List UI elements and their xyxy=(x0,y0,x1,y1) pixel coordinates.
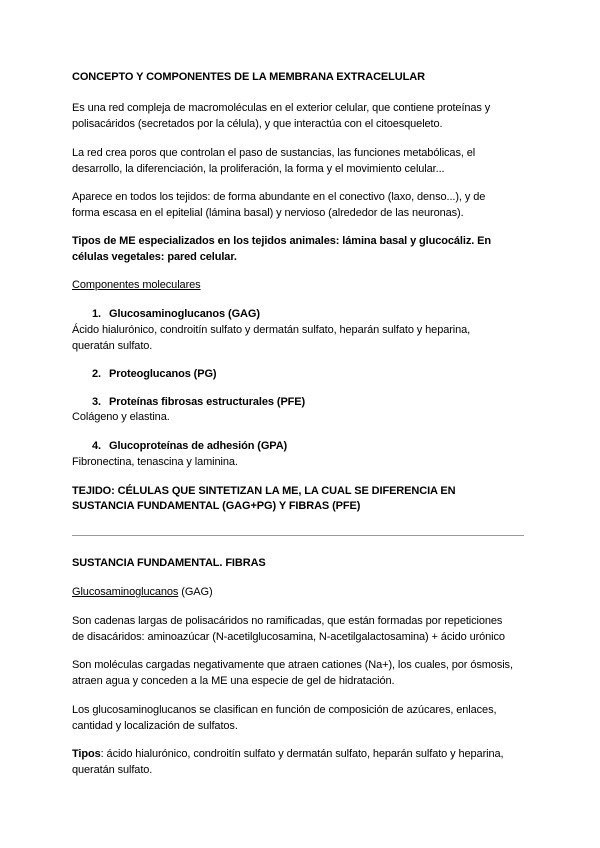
list-number: 2. xyxy=(92,368,101,380)
tissue-statement-line1: TEJIDO: CÉLULAS QUE SINTETIZAN LA ME, LA CUAL SE DIFERENCIA EN xyxy=(72,485,456,497)
gag-paragraph3-line1: Los glucosaminoglucanos se clasifican en función de composición de azúcares, enlaces, xyxy=(72,704,497,716)
paragraph-location-line2: forma escasa en el epitelial (lámina basal) y nervioso (alrededor de las neuronas). xyxy=(72,207,464,219)
list-number: 3. xyxy=(92,396,101,408)
component-desc-gpa: Fibronectina, tenascina y laminina. xyxy=(72,456,238,468)
gag-paragraph2-line2: atraen agua y conceden a la ME una especie de gel de hidratación. xyxy=(72,675,395,687)
gag-types-line1 xyxy=(72,747,503,761)
component-label: Glucosaminoglucanos (GAG) xyxy=(109,308,260,320)
gag-paragraph2-line1: Son moléculas cargadas negativamente que atraen cationes (Na+), los cuales, por ósmosis, xyxy=(72,659,513,671)
paragraph-function-line1: La red crea poros que controlan el paso de sustancias, las funciones metabólicas, el xyxy=(72,147,476,159)
components-heading: Componentes moleculares xyxy=(72,279,201,291)
component-desc-gag-line2: queratán sulfato. xyxy=(72,340,153,352)
component-desc-pfe: Colágeno y elastina. xyxy=(72,411,170,423)
paragraph-function-line2: desarrollo, la diferenciación, la proliferación, la forma y el movimiento celular... xyxy=(72,163,445,175)
component-label: Proteínas fibrosas estructurales (PFE) xyxy=(109,396,306,408)
section-title-membrana: CONCEPTO Y COMPONENTES DE LA MEMBRANA EXTRACELULAR xyxy=(72,71,425,83)
component-desc-gag-line1: Ácido hialurónico, condroitín sulfato y dermatán sulfato, heparán sulfato y heparina, xyxy=(72,324,471,336)
component-item-gag xyxy=(92,307,260,321)
component-item-pfe xyxy=(92,395,305,409)
component-label: Glucoproteínas de adhesión (GPA) xyxy=(109,440,288,452)
gag-types-line2: queratán sulfato. xyxy=(72,764,153,776)
types-statement-line2: células vegetales: pared celular. xyxy=(72,251,237,263)
gag-heading-link-text: Glucosaminoglucanos xyxy=(72,586,179,598)
tipos-label: Tipos xyxy=(72,748,101,760)
gag-paragraph3-line2: cantidad y localización de sulfatos. xyxy=(72,720,238,732)
tipos-text: : ácido hialurónico, condroitín sulfato y dermatán sulfato, heparán sulfato y heparina, xyxy=(100,748,504,760)
component-item-gpa xyxy=(92,439,287,453)
paragraph-definition-line2: polisacáridos (secretados por la célula), y que interactúa con el citoesqueleto. xyxy=(72,118,443,130)
paragraph-definition-line1: Es una red compleja de macromoléculas en el exterior celular, que contiene proteínas y xyxy=(72,102,491,114)
gag-heading xyxy=(72,585,213,599)
section-title-sustancia: SUSTANCIA FUNDAMENTAL. FIBRAS xyxy=(72,557,266,569)
component-item-pg xyxy=(92,367,217,381)
component-label: Proteoglucanos (PG) xyxy=(109,368,217,380)
list-number: 1. xyxy=(92,308,101,320)
list-number: 4. xyxy=(92,440,101,452)
gag-heading-suffix: (GAG) xyxy=(178,586,213,598)
paragraph-location-line1: Aparece en todos los tejidos: de forma abundante en el conectivo (laxo, denso...), y de xyxy=(72,191,486,203)
tissue-statement-line2: SUSTANCIA FUNDAMENTAL (GAG+PG) Y FIBRAS (PFE) xyxy=(72,500,361,512)
gag-paragraph1-line1: Son cadenas largas de polisacáridos no ramificadas, que están formadas por repeticiones xyxy=(72,615,503,627)
types-statement-line1: Tipos de ME especializados en los tejidos animales: lámina basal y glucocáliz. En xyxy=(72,235,492,247)
gag-paragraph1-line2: de disacáridos: aminoazúcar (N-acetilglucosamina, N-acetilgalactosamina) + ácido urónico xyxy=(72,631,505,643)
section-divider xyxy=(72,535,524,536)
